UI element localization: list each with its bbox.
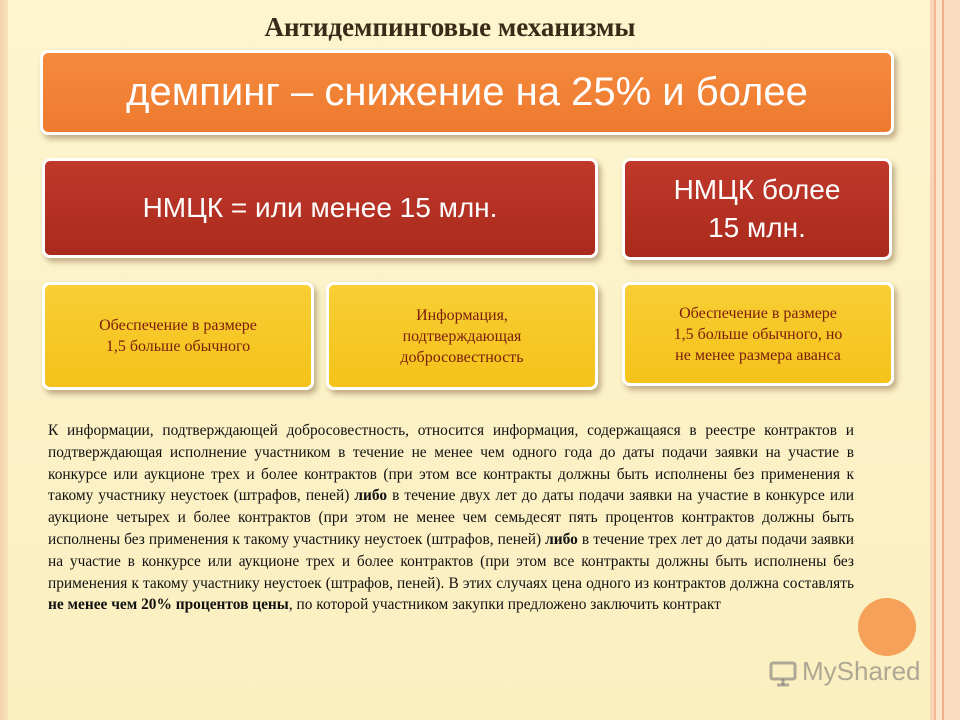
good-faith-explanation <box>48 420 854 616</box>
paragraph-bold-either-2: либо <box>545 530 578 548</box>
good-faith-info-box <box>326 282 598 390</box>
watermark-text: MyShared <box>802 656 921 686</box>
decorative-circle <box>858 598 916 656</box>
myshared-watermark <box>768 656 921 687</box>
guarantee-low-box <box>42 282 314 390</box>
slide-title: Антидемпинговые механизмы <box>264 12 636 42</box>
paragraph-bold-either-1: либо <box>354 487 388 505</box>
guarantee-high-line1: Обеспечение в размере <box>679 304 837 322</box>
paragraph-part5: , по которой участником закупки предложено заключить контракт <box>288 596 721 614</box>
nmck-low-text: НМЦК = или менее 15 млн. <box>142 192 498 223</box>
nmck-high-box <box>622 158 892 260</box>
paragraph-part1: К информации, подтверждающей добросовестность, относится информация, содержащаяся в реестре контрактов и подтверждающая исполнение участником в течение не менее чем одного года до даты подачи заявки на участие в конкурсе или аукционе трех и более контрактов (при этом все контракты должны быть исполнены без применения к такому участнику неустоек (штрафов, пеней) <box>48 422 854 505</box>
paragraph-bold-percent: не менее чем 20% процентов цены <box>48 596 289 614</box>
nmck-high-line1: НМЦК более <box>673 174 841 205</box>
nmck-high-line2: 15 млн. <box>708 212 806 243</box>
guarantee-high-line3: не менее размера аванса <box>675 346 841 364</box>
paragraph-part2: в течение двух лет до даты подачи заявки на участие в конкурсе или аукционе четырех и более контрактов (при этом не менее чем семьдесят пять процентов контрактов должны быть исполнены без применения к такому участнику неустоек (штрафов, пеней) <box>48 487 854 548</box>
paragraph-part3: в течение трех лет до даты подачи заявки на участие в конкурсе или аукционе трех и более контрактов (при этом все контракты должны быть исполнены без применения к такому участнику неустоек (штрафов, пеней). <box>48 530 854 592</box>
guarantee-low-line1: Обеспечение в размере <box>99 317 257 334</box>
info-line1: Информация, <box>416 306 508 324</box>
dumping-definition-box <box>40 50 894 135</box>
info-line3: добросовестность <box>400 348 524 366</box>
paragraph-part4: В этих случаях цена одного из контрактов должна составлять <box>448 574 854 592</box>
guarantee-high-line2: 1,5 больше обычного, но <box>673 325 843 343</box>
info-line2: подтверждающая <box>402 327 522 345</box>
guarantee-high-box <box>622 282 894 386</box>
presentation-icon <box>768 657 798 687</box>
dumping-definition-text: демпинг – снижение на 25% и более <box>126 70 808 114</box>
slide-left-border <box>0 0 8 720</box>
slide-right-stripes <box>930 0 960 720</box>
guarantee-low-line2: 1,5 больше обычного <box>105 338 251 355</box>
nmck-low-box <box>42 158 598 258</box>
